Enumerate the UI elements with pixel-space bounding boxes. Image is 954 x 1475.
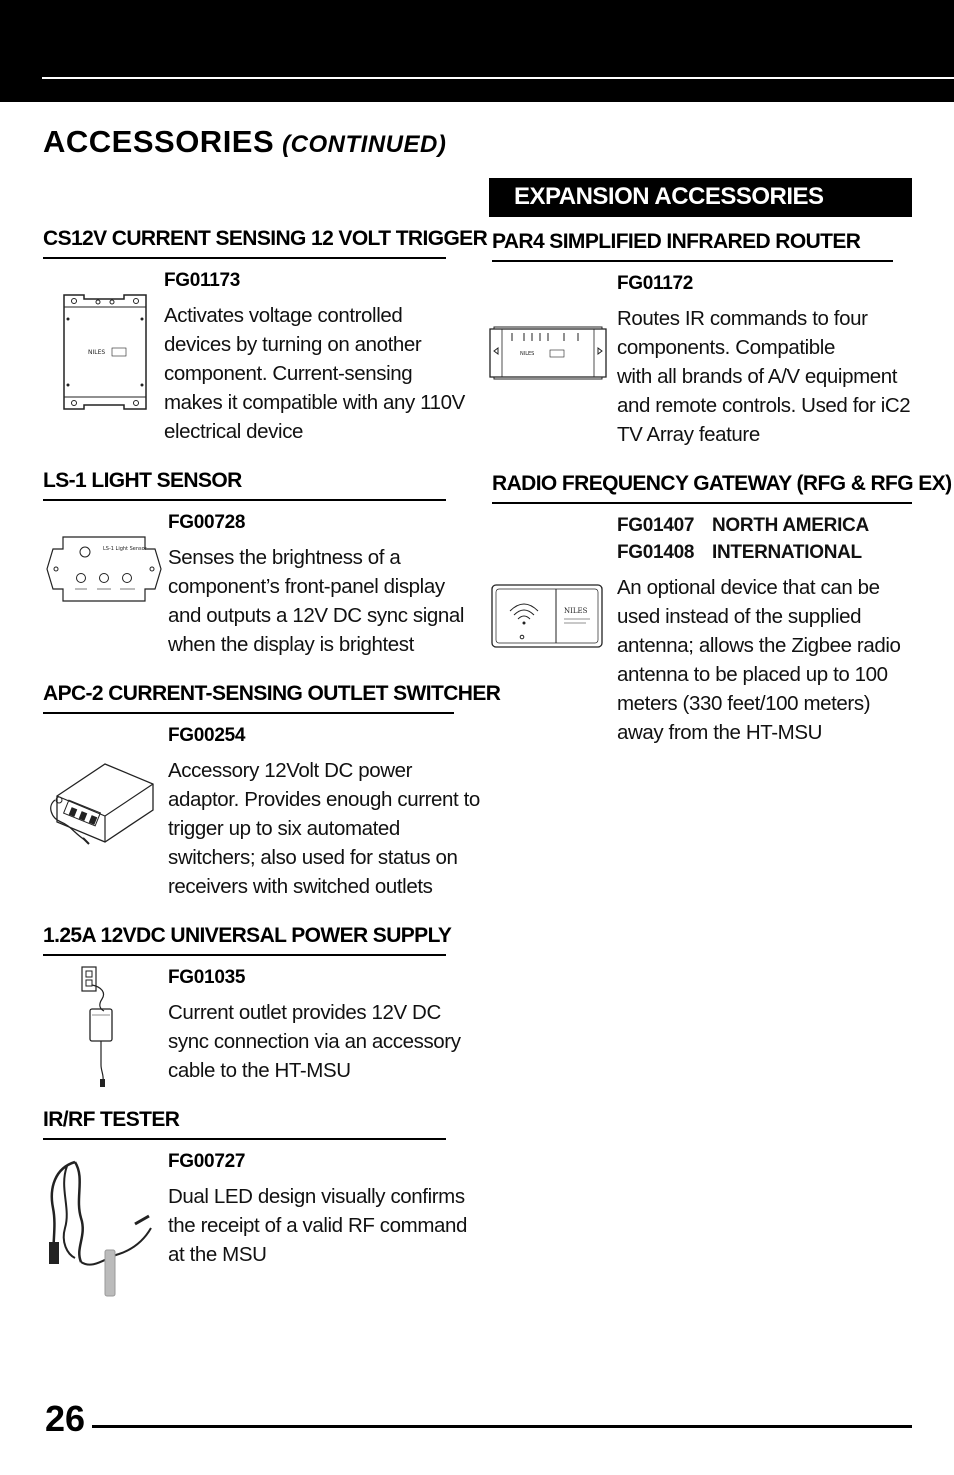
page-number: 26 <box>45 1398 86 1439</box>
ls1-code: FG00728 <box>168 512 246 533</box>
header-bar <box>0 0 954 102</box>
psu-code: FG01035 <box>168 967 246 988</box>
apc2-desc-line: receivers with switched outlets <box>168 875 433 898</box>
tester-desc-line: the receipt of a valid RF command <box>168 1214 467 1237</box>
rfg-code-row <box>617 515 869 537</box>
cs12v-section <box>43 227 488 259</box>
apc2-desc-line: trigger up to six automated <box>168 817 400 840</box>
expansion-accessories-banner <box>489 178 912 217</box>
cs12v-desc-line: makes it compatible with any 110V <box>164 391 465 414</box>
apc2-code: FG00254 <box>168 725 246 746</box>
par4-description <box>617 304 910 449</box>
par4-desc-line: and remote controls. Used for iC2 <box>617 394 911 417</box>
par4-device-image <box>488 325 608 386</box>
rfg-description <box>617 573 901 747</box>
ls1-description <box>168 543 464 659</box>
apc2-desc-line: Accessory 12Volt DC power <box>168 759 413 782</box>
rfg-code-row <box>617 542 862 564</box>
page-title <box>43 124 446 160</box>
rfg-code: FG01408 <box>617 542 695 563</box>
par4-desc-line: components. Compatible <box>617 336 835 359</box>
rfg-code: FG01407 <box>617 515 695 536</box>
footer-rule <box>92 1425 912 1428</box>
par4-desc-line: Routes IR commands to four <box>617 307 868 330</box>
cs12v-desc-line: devices by turning on another <box>164 333 422 356</box>
par4-section <box>492 230 893 262</box>
tester-section <box>43 1108 446 1140</box>
rfg-desc-line: away from the HT-MSU <box>617 721 823 744</box>
rfg-desc-line: meters (330 feet/100 meters) <box>617 692 871 715</box>
cs12v-desc-line: Activates voltage controlled <box>164 304 403 327</box>
rfg-region: INTERNATIONAL <box>712 542 862 563</box>
ls1-desc-line: component’s front-panel display <box>168 575 445 598</box>
page-title-suffix: (CONTINUED) <box>282 131 447 158</box>
ls1-section <box>43 469 446 501</box>
psu-desc-line: sync connection via an accessory <box>168 1030 461 1053</box>
rfg-device-image <box>490 583 604 654</box>
ls1-desc-line: when the display is brightest <box>168 633 414 656</box>
psu-device-image <box>78 965 122 1094</box>
rfg-section <box>492 472 952 504</box>
par4-desc-line: with all brands of A/V equipment <box>617 365 898 388</box>
tester-desc-line: Dual LED design visually confirms <box>168 1185 465 1208</box>
psu-section <box>43 924 452 956</box>
tester-code: FG00727 <box>168 1151 246 1172</box>
tester-heading: IR/RF TESTER <box>43 1108 446 1140</box>
cs12v-code: FG01173 <box>164 270 241 291</box>
tester-desc-line: at the MSU <box>168 1243 267 1266</box>
cs12v-desc-line: component. Current-sensing <box>164 362 413 385</box>
rfg-desc-line: used instead of the supplied <box>617 605 862 628</box>
par4-heading: PAR4 SIMPLIFIED INFRARED ROUTER <box>492 230 893 262</box>
rfg-desc-line: antenna; allows the Zigbee radio <box>617 634 901 657</box>
rfg-heading: RADIO FREQUENCY GATEWAY (RFG & RFG EX) <box>492 472 912 504</box>
par4-code: FG01172 <box>617 273 694 294</box>
apc2-description <box>168 756 480 901</box>
rfg-region: NORTH AMERICA <box>712 515 869 536</box>
par4-desc-line: TV Array feature <box>617 423 760 446</box>
header-rule <box>42 77 954 79</box>
par4-image-label: NILES <box>520 351 535 357</box>
tester-description <box>168 1182 467 1269</box>
psu-description <box>168 998 461 1085</box>
apc2-desc-line: switchers; also used for status on <box>168 846 458 869</box>
ls1-device-image <box>45 533 163 610</box>
cs12v-desc-line: electrical device <box>164 420 304 443</box>
apc2-desc-line: adaptor. Provides enough current to <box>168 788 480 811</box>
ls1-heading: LS-1 LIGHT SENSOR <box>43 469 446 501</box>
psu-desc-line: cable to the HT-MSU <box>168 1059 351 1082</box>
rfg-desc-line: An optional device that can be <box>617 576 880 599</box>
expansion-accessories-title: EXPANSION ACCESSORIES <box>514 183 824 210</box>
apc2-device-image <box>45 762 157 855</box>
apc2-heading: APC-2 CURRENT-SENSING OUTLET SWITCHER <box>43 682 454 714</box>
apc2-section <box>43 682 501 714</box>
tester-device-image <box>45 1158 157 1305</box>
ls1-desc-line: Senses the brightness of a <box>168 546 401 569</box>
page-title-main: ACCESSORIES <box>43 124 275 159</box>
rfg-desc-line: antenna to be placed up to 100 <box>617 663 888 686</box>
psu-desc-line: Current outlet provides 12V DC <box>168 1001 441 1024</box>
cs12v-heading: CS12V CURRENT SENSING 12 VOLT TRIGGER <box>43 227 446 259</box>
cs12v-device-image <box>62 293 148 416</box>
cs12v-image-label: NILES <box>88 349 106 356</box>
ls1-image-label: LS-1 Light Sensor <box>103 546 147 552</box>
psu-heading: 1.25A 12VDC UNIVERSAL POWER SUPPLY <box>43 924 446 956</box>
ls1-desc-line: and outputs a 12V DC sync signal <box>168 604 465 627</box>
rfg-image-label: NILES <box>564 607 588 615</box>
cs12v-description <box>164 301 465 446</box>
